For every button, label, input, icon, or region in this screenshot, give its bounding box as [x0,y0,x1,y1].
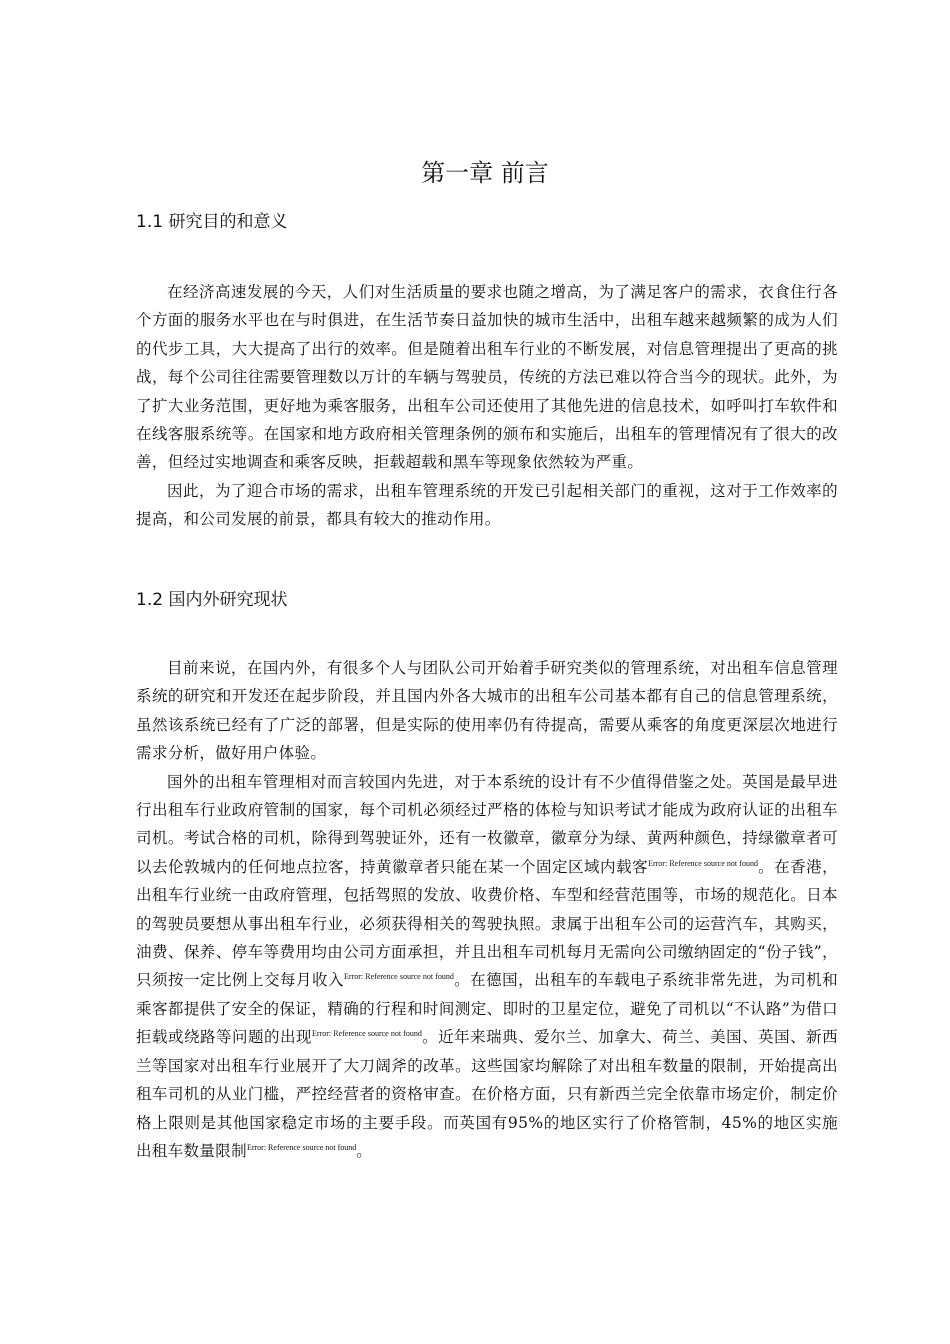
paragraph-with-references [136,768,838,1166]
reference-error: Error: Reference source not found [648,858,758,868]
section-1-1-body [136,278,838,534]
text-segment: 国外的出租车管理相对而言较国内先进，对于本系统的设计有不少值得借鉴之处。英国是最早进行出租车行业政府管制的国家，每个司机必须经过严格的体检与知识考试才能成为政府认证的出租车司机。考试合格的司机，除得到驾驶证外，还有一枚徽章，徽章分为绿、黄两种颜色，持绿徽章者可以去伦敦城内的任何地点拉客，持黄徽章者只能在某一个固定区域内载客 [136,772,838,876]
text-segment: 。 [356,1141,373,1160]
section-1-2-body [136,654,838,1165]
reference-error: Error: Reference source not found [312,1029,422,1039]
chapter-title: 第一章 前言 [421,159,549,187]
text-segment: 。近年来瑞典、爱尔兰、加拿大、荷兰、美国、英国、新西兰等国家对出租车行业展开了大刀阔斧的改革。这些国家均解除了对出租车数量的限制，开始提高出租车司机的从业门槛，严控经营者的资格审查。在价格方面，只有新西兰完全依靠市场定价，制定价格上限则是其他国家稳定市场的主要手段。而英国有95%的地区实行了价格管制，45%的地区实施出租车数量限制 [136,1028,838,1160]
section-heading-1-2: 1.2 国内外研究现状 [136,590,288,610]
paragraph: 因此，为了迎合市场的需求，出租车管理系统的开发已引起相关部门的重视，这对于工作效率的提高，和公司发展的前景，都具有较大的推动作用。 [136,481,838,529]
reference-error: Error: Reference source not found [246,1142,357,1152]
paragraph: 在经济高速发展的今天，人们对生活质量的要求也随之增高，为了满足客户的需求，衣食住行各个方面的服务水平也在与时俱进，在生活节奏日益加快的城市生活中，出租车越来越频繁的成为人们的代步工具，大大提高了出行的效率。但是随着出租车行业的不断发展，对信息管理提出了更高的挑战，每个公司往往需要管理数以万计的车辆与驾驶员，传统的方法已难以符合当今的现状。此外，为了扩大业务范围，更好地为乘客服务，出租车公司还使用了其他先进的信息技术，如呼叫打车软件和在线客服系统等。在国家和地方政府相关管理条例的颁布和实施后，出租车的管理情况有了很大的改善，但经过实地调查和乘客反映，拒载超载和黑车等现象依然较为严重。 [136,283,838,472]
text-segment: 。在香港，出租车行业统一由政府管理，包括驾照的发放、收费价格、车型和经营范围等，市场的规范化。日本的驾驶员要想从事出租车行业，必须获得相关的驾驶执照。隶属于出租车公司的运营汽车，其购买，油费、保养、停车等费用均由公司方面承担，并且出租车司机每月无需向公司缴纳固定的“份子钱”，只须按一定比例上交每月收入 [136,857,838,990]
reference-error: Error: Reference source not found [344,972,454,982]
text-segment: 。在德国，出租车的车载电子系统非常先进，为司机和乘客都提供了安全的保证，精确的行程和时间测定、即时的卫星定位，避免了司机以“不认路”为借口拒载或绕路等问题的出现 [136,971,838,1047]
section-heading-1-1: 1.1 研究目的和意义 [136,212,288,232]
paragraph: 目前来说，在国内外，有很多个人与团队公司开始着手研究类似的管理系统，对出租车信息管理系统的研究和开发还在起步阶段，并且国内外各大城市的出租车公司基本都有自己的信息管理系统，虽然该系统已经有了广泛的部署，但是实际的使用率仍有待提高，需要从乘客的角度更深层次地进行需求分析，做好用户体验。 [136,659,838,763]
